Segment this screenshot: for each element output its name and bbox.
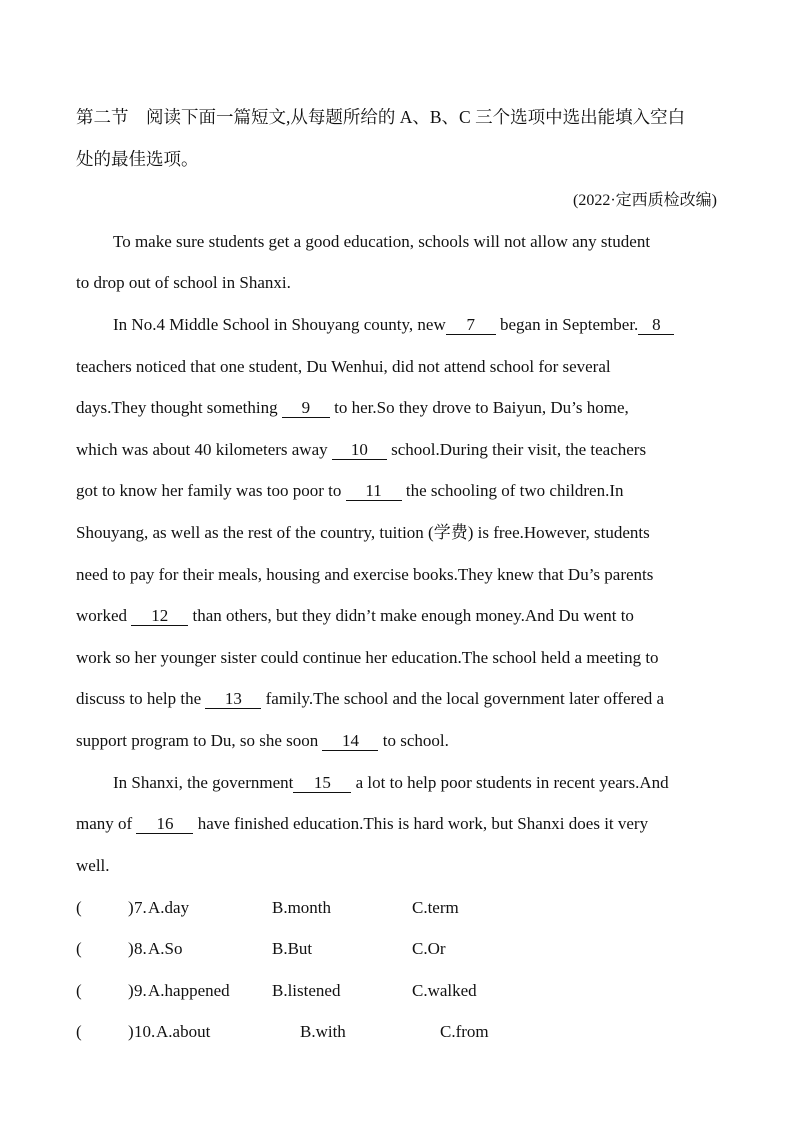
option-c[interactable]: C.from (440, 1022, 489, 1041)
blank-12: 12 (131, 607, 188, 626)
question-number: 10. (134, 1022, 156, 1041)
passage-line: teachers noticed that one student, Du Wenhui, did not attend school for several (76, 357, 611, 376)
option-c[interactable]: C.walked (412, 981, 477, 1000)
section-instruction-line-2: 处的最佳选项。 (76, 149, 199, 169)
passage-line: In Shanxi, the government 15 a lot to help poor students in recent years.And (113, 773, 669, 792)
blank-10: 10 (332, 441, 387, 460)
passage-line: many of 16 have finished education.This is hard work, but Shanxi does it very (76, 814, 649, 833)
question-number: 9. (134, 981, 147, 1000)
passage-line: need to pay for their meals, housing and exercise books.They knew that Du’s parents (76, 565, 654, 584)
question-number: 8. (134, 939, 147, 958)
passage-line: got to know her family was too poor to 11 the schooling of two children.In (76, 481, 624, 500)
question-number: 7. (134, 898, 147, 917)
blank-8: 8 (638, 316, 674, 335)
answer-paren-close: ) (128, 1022, 134, 1041)
option-b[interactable]: B.month (272, 898, 332, 917)
blank-15: 15 (293, 774, 351, 793)
option-b[interactable]: B.with (300, 1022, 346, 1041)
source-note: (2022·定西质检改编) (573, 192, 717, 209)
blank-14: 14 (322, 732, 378, 751)
blank-16: 16 (136, 815, 193, 834)
option-b[interactable]: B.listened (272, 981, 341, 1000)
passage-line: to drop out of school in Shanxi. (76, 273, 291, 292)
passage-line: support program to Du, so she soon 14 to school. (76, 731, 449, 750)
answer-paren-open[interactable]: ( (76, 981, 82, 1000)
blank-11: 11 (346, 482, 402, 501)
answer-paren-open[interactable]: ( (76, 1022, 82, 1041)
option-a[interactable]: A.happened (148, 981, 230, 1000)
answer-paren-open[interactable]: ( (76, 898, 82, 917)
option-a[interactable]: A.day (148, 898, 190, 917)
answer-paren-close: ) (128, 898, 134, 917)
passage-line: well. (76, 856, 110, 875)
passage-line: worked 12 than others, but they didn’t make enough money.And Du went to (76, 606, 634, 625)
option-b[interactable]: B.But (272, 939, 313, 958)
option-a[interactable]: A.about (156, 1022, 211, 1041)
blank-7: 7 (446, 316, 496, 335)
passage-line: Shouyang, as well as the rest of the country, tuition (学费) is free.However, students (76, 523, 650, 542)
option-a[interactable]: A.So (148, 939, 183, 958)
passage-line: To make sure students get a good education, schools will not allow any student (113, 232, 651, 251)
passage-line: discuss to help the 13 family.The school and the local government later offered a (76, 689, 665, 708)
passage-line: days.They thought something 9 to her.So they drove to Baiyun, Du’s home, (76, 398, 629, 417)
passage-line: In No.4 Middle School in Shouyang county, new 7 began in September. 8 (113, 314, 674, 336)
option-c[interactable]: C.Or (412, 939, 446, 958)
answer-paren-close: ) (128, 981, 134, 1000)
answer-paren-open[interactable]: ( (76, 939, 82, 958)
option-c[interactable]: C.term (412, 898, 459, 917)
passage-line: work so her younger sister could continue her education.The school held a meeting to (76, 648, 659, 667)
blank-9: 9 (282, 399, 330, 418)
blank-13: 13 (205, 690, 261, 709)
passage-line: which was about 40 kilometers away 10 school.During their visit, the teachers (76, 440, 647, 459)
section-instruction-line-1: 第二节 阅读下面一篇短文,从每题所给的 A、B、C 三个选项中选出能填入空白 (76, 107, 686, 127)
answer-paren-close: ) (128, 939, 134, 958)
